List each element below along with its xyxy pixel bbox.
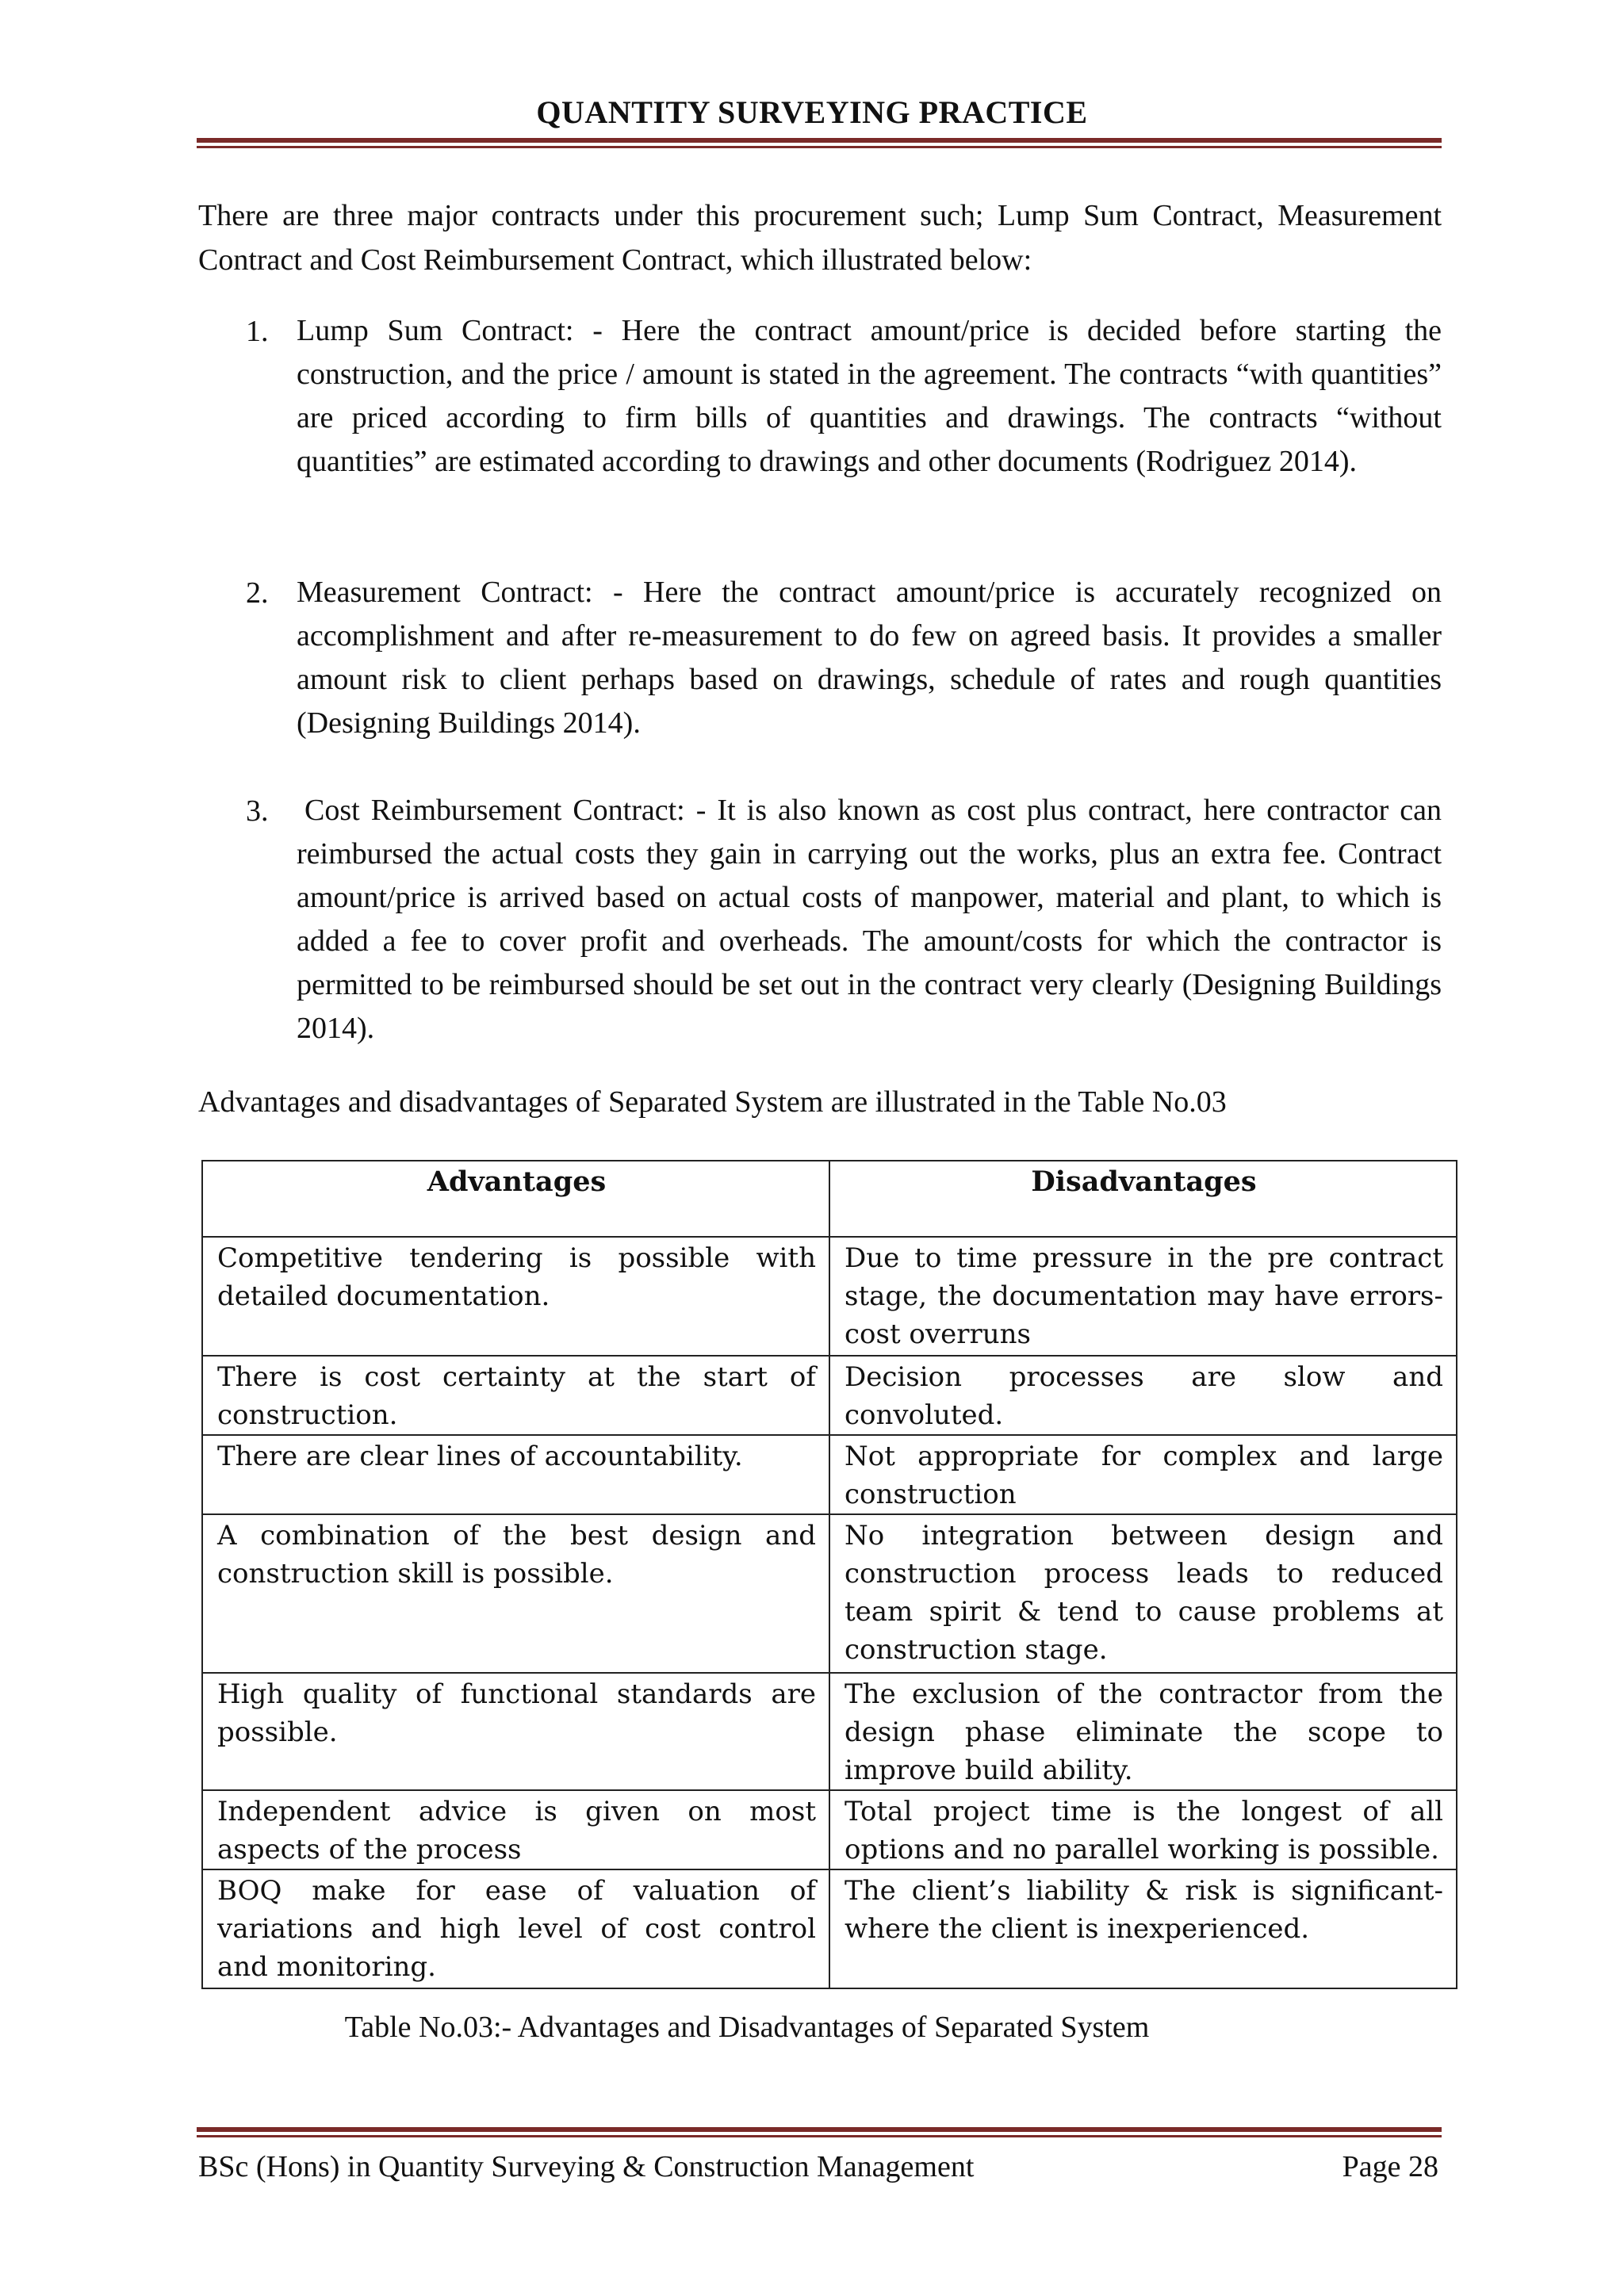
header-rule-thin bbox=[197, 146, 1442, 148]
table-row bbox=[202, 1790, 1457, 1869]
footer-course-title: BSc (Hons) in Quantity Surveying & Construction Management bbox=[198, 2150, 975, 2183]
advantage-cell: Independent advice is given on most aspects of the process bbox=[202, 1790, 829, 1869]
footer-page-number: Page 28 bbox=[1342, 2150, 1438, 2183]
column-header-disadvantages: Disadvantages bbox=[829, 1161, 1457, 1237]
intro-paragraph: There are three major contracts under this procurement such; Lump Sum Contract, Measurement Contract and Cost Reimbursement Contract, which illustrated below: bbox=[198, 199, 1442, 277]
header-rule-thick bbox=[197, 138, 1442, 143]
disadvantage-cell: Due to time pressure in the pre contract stage, the documentation may have errors- cost overruns bbox=[829, 1237, 1457, 1356]
table-row bbox=[202, 1514, 1457, 1673]
column-header-advantages: Advantages bbox=[202, 1161, 829, 1237]
table-row bbox=[202, 1869, 1457, 1988]
disadvantage-cell: No integration between design and construction process leads to reduced team spirit & tend to cause problems at construction stage. bbox=[829, 1514, 1457, 1673]
disadvantage-cell: The exclusion of the contractor from the design phase eliminate the scope to improve build ability. bbox=[829, 1673, 1457, 1790]
footer-rule-thick bbox=[197, 2127, 1442, 2132]
list-item-number: 2. bbox=[246, 576, 269, 610]
advantage-cell: BOQ make for ease of valuation of variations and high level of cost control and monitoring. bbox=[202, 1869, 829, 1988]
list-item-measurement: Measurement Contract: - Here the contract amount/price is accurately recognized on accomplishment and after re-measurement to do few on agreed basis. It provides a smaller amount risk to client perhaps based on drawings, schedule of rates and rough quantities (Designing Buildings 2014). bbox=[297, 576, 1442, 740]
table-row bbox=[202, 1356, 1457, 1435]
advantage-cell: There is cost certainty at the start of construction. bbox=[202, 1356, 829, 1435]
advantages-table bbox=[201, 1160, 1457, 1989]
table-header-row bbox=[202, 1161, 1457, 1237]
list-item-number: 1. bbox=[246, 315, 269, 348]
advantage-cell: A combination of the best design and construction skill is possible. bbox=[202, 1514, 829, 1673]
footer-rule-thin bbox=[197, 2135, 1442, 2137]
list-item-number: 3. bbox=[246, 794, 269, 828]
table-intro-text: Advantages and disadvantages of Separated System are illustrated in the Table No.03 bbox=[198, 1085, 1227, 1119]
disadvantage-cell: Not appropriate for complex and large construction bbox=[829, 1435, 1457, 1514]
table-row bbox=[202, 1237, 1457, 1356]
table-caption: Table No.03:- Advantages and Disadvantages of Separated System bbox=[344, 2011, 1150, 2044]
disadvantage-cell: The client’s liability & risk is significant- where the client is inexperienced. bbox=[829, 1869, 1457, 1988]
table-row bbox=[202, 1673, 1457, 1790]
disadvantage-cell: Decision processes are slow and convoluted. bbox=[829, 1356, 1457, 1435]
list-item-lump-sum: Lump Sum Contract: - Here the contract amount/price is decided before starting the construction, and the price / amount is stated in the agreement. The contracts “with quantities” are priced according to firm bills of quantities and drawings. The contracts “without quantities” are estimated according to drawings and other documents (Rodriguez 2014). bbox=[297, 314, 1442, 478]
advantage-cell: High quality of functional standards are possible. bbox=[202, 1673, 829, 1790]
page-header-title: QUANTITY SURVEYING PRACTICE bbox=[536, 94, 1088, 130]
list-item-cost-reimbursement: Cost Reimbursement Contract: - It is also known as cost plus contract, here contractor can reimbursed the actual costs they gain in carrying out the works, plus an extra fee. Contract amount/price is arrived based on actual costs of manpower, material and plant, to which is added a fee to cover profit and overheads. The amount/costs for which the contractor is permitted to be reimbursed should be set out in the contract very clearly (Designing Buildings 2014). bbox=[297, 794, 1442, 1045]
table-row bbox=[202, 1435, 1457, 1514]
advantage-cell: Competitive tendering is possible with detailed documentation. bbox=[202, 1237, 829, 1356]
disadvantage-cell: Total project time is the longest of all options and no parallel working is possible. bbox=[829, 1790, 1457, 1869]
advantage-cell: There are clear lines of accountability. bbox=[202, 1435, 829, 1514]
